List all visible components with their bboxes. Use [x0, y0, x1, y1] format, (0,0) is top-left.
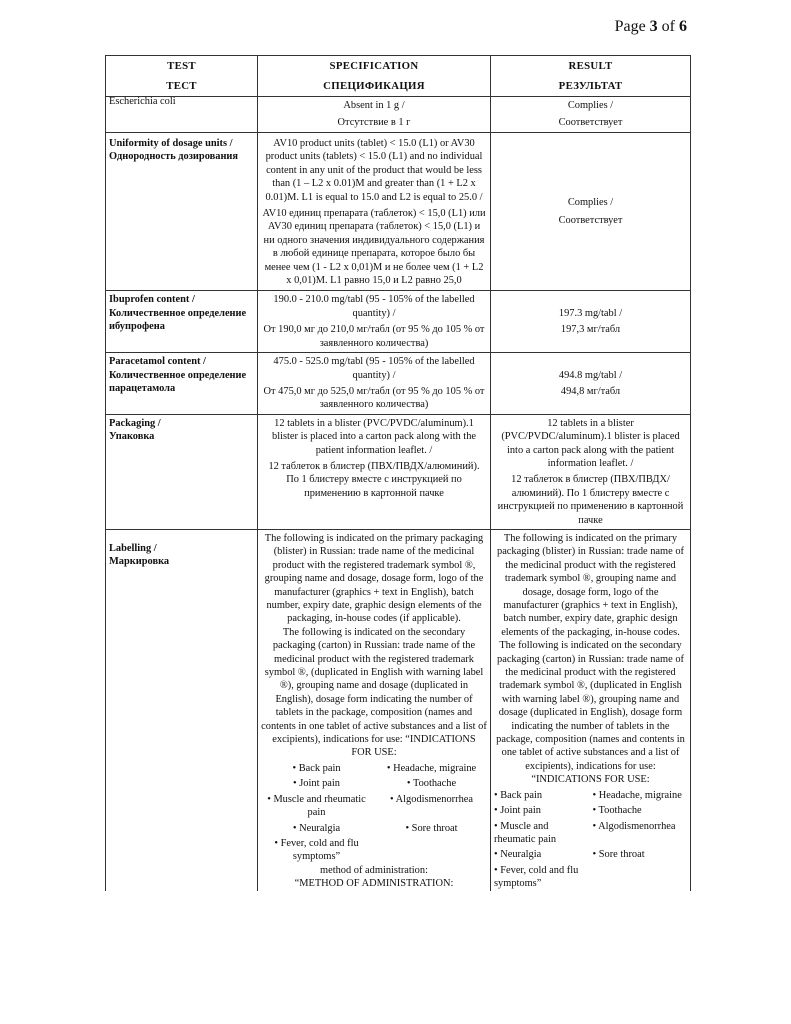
list-item: • Sore throat — [405, 822, 458, 834]
test-cell: Escherichia coli — [106, 97, 258, 133]
result-cell: 494.8 mg/tabl / 494,8 мг/табл — [491, 353, 691, 415]
spec-cell: 475.0 - 525.0 mg/tabl (95 - 105% of the labelled quantity) / От 475,0 мг до 525,0 мг/табл (от 95 % до 105 % от заявленного количества) — [258, 353, 491, 415]
test-cell: Labelling / Маркировка — [106, 529, 258, 890]
page-number: Page 3 of 6 — [614, 18, 687, 35]
table-row-paracetamol — [106, 353, 691, 415]
list-item: • Algodismenorrhea — [592, 820, 676, 832]
spec-cell: Absent in 1 g / Отсутствие в 1 г — [258, 97, 491, 133]
list-item: • Fever, cold and flu symptoms” — [274, 837, 359, 863]
list-item: • Back pain — [292, 762, 341, 774]
table-header-row — [106, 56, 691, 97]
header-test: TEST ТЕСТ — [106, 56, 258, 97]
test-cell: Paracetamol content / Количественное определение парацетамола — [106, 353, 258, 415]
list-item: • Headache, migraine — [592, 789, 682, 801]
result-cell: Complies / Соответствует — [491, 133, 691, 291]
table-row-uniformity — [106, 133, 691, 291]
specification-table — [105, 55, 691, 891]
list-item: • Joint pain — [494, 805, 541, 817]
indications-list — [494, 789, 687, 891]
list-item: • Muscle and rheumatic pain — [267, 793, 366, 819]
header-specification: SPECIFICATION СПЕЦИФИКАЦИЯ — [258, 56, 491, 97]
test-cell: Ibuprofen content / Количественное определение ибупрофена — [106, 291, 258, 353]
result-cell: 197.3 mg/tabl / 197,3 мг/табл — [491, 291, 691, 353]
table-row-labelling — [106, 529, 691, 890]
result-cell: 12 tablets in a blister (PVC/PVDC/aluminum).1 blister is placed into a carton pack along with the patient information leaflet. / 12 таблеток в блистер (ПВХ/ПВДХ/алюминий). По 1 блистеру вместе с инструкцией по применению в картонной пачке — [491, 414, 691, 529]
list-item: • Algodismenorrhea — [390, 793, 473, 805]
list-item: • Neuralgia — [494, 849, 542, 861]
list-item: • Back pain — [494, 789, 543, 801]
list-item: • Joint pain — [293, 778, 340, 790]
list-item: • Toothache — [406, 778, 457, 790]
table-row-packaging — [106, 414, 691, 529]
result-cell: Complies / Соответствует — [491, 97, 691, 133]
spec-cell: 12 tablets in a blister (PVC/PVDC/aluminum).1 blister is placed into a carton pack along with the patient information leaflet. / 12 таблеток в блистер (ПВХ/ПВДХ/алюминий). По 1 блистеру вместе с инструкцией по применению в картонной пачке — [258, 414, 491, 529]
list-item: • Headache, migraine — [386, 762, 477, 774]
spec-cell: 190.0 - 210.0 mg/tabl (95 - 105% of the labelled quantity) / От 190,0 мг до 210,0 мг/табл (от 95 % до 105 % от заявленного количества) — [258, 291, 491, 353]
list-item: • Toothache — [592, 805, 642, 817]
test-cell: Packaging / Упаковка — [106, 414, 258, 529]
spec-cell: AV10 product units (tablet) < 15.0 (L1) or AV30 product units (tablets) < 15.0 (L1) and no individual content in any unit of the product that would be less than (1 – L2 x 0.01)M and greater than (1 + L2 x 0.01)M. L1 is equal to 15.0 and L2 is equal to 25.0 / AV10 единиц препарата (таблеток) < 15,0 (L1) или AV30 единиц препарата (таблеток) < 15,0 (L1) и ни одного значения индивидуального содержания в любой единице препарата, которое было бы менее чем (1 - L2 x 0,01)M и не более чем (1 + L2 x 0,01)M. L1 равно 15,0 и L2 равно 25,0 — [258, 133, 491, 291]
list-item: • Neuralgia — [292, 822, 341, 834]
indications-list — [261, 762, 487, 864]
list-item: • Sore throat — [592, 849, 645, 861]
test-cell: Uniformity of dosage units / Однородность дозирования — [106, 133, 258, 291]
list-item: • Muscle and rheumatic pain — [494, 820, 557, 845]
table-row-ecoli — [106, 97, 691, 133]
list-item: • Fever, cold and flu symptoms” — [494, 864, 579, 890]
table-row-ibuprofen — [106, 291, 691, 353]
spec-cell: The following is indicated on the primary packaging (blister) in Russian: trade name of the medicinal product with the registered trademark symbol ®, grouping name and dosage, dosage form, logo of the manufacturer (graphics + text in English), batch number, expiry date, graphic design elements of the packaging, in-house codes (if applicable). The following is indicated on the secondary packaging (carton) in Russian: trade name of the medicinal product with the registered trademark symbol ®, (duplicated in English with warning label ®), grouping name and dosage (duplicated in English), dosage form indicating the number of tablets in the package, composition (names and contents in one tablet of active substances and a list of excipients), indications for use: “INDICATIONS FOR USE: • Back pain • Headache, migraine • Joint pain • Toothache • Muscle and rheumatic pain • Algodismenorrhea • Neuralgia • Sore throat • Fever, cold and flu symptoms” method of administration: “METHOD OF ADMINISTRATION: — [258, 529, 491, 890]
result-cell: The following is indicated on the primary packaging (blister) in Russian: trade name of the medicinal product with the registered trademark symbol ®, grouping name and dosage, dosage form, logo of the manufacturer (graphics + text in English), batch number, expiry date, graphic design elements of the packaging, in-house codes. The following is indicated on the secondary packaging (carton) in Russian: trade name of the medicinal product with the registered trademark symbol ®, (duplicated in English with warning label ®), grouping name and dosage (duplicated in English), dosage form indicating the number of tablets in the package, composition (names and contents in one tablet of active substances and a list of excipients), indications for use: “INDICATIONS FOR USE: • Back pain • Headache, migraine • Joint pain • Toothache • Muscle and rheumatic pain • Algodismenorrhea • Neuralgia • Sore throat • Fever, cold and flu symptoms” — [491, 529, 691, 890]
header-result: RESULT РЕЗУЛЬТАТ — [491, 56, 691, 97]
